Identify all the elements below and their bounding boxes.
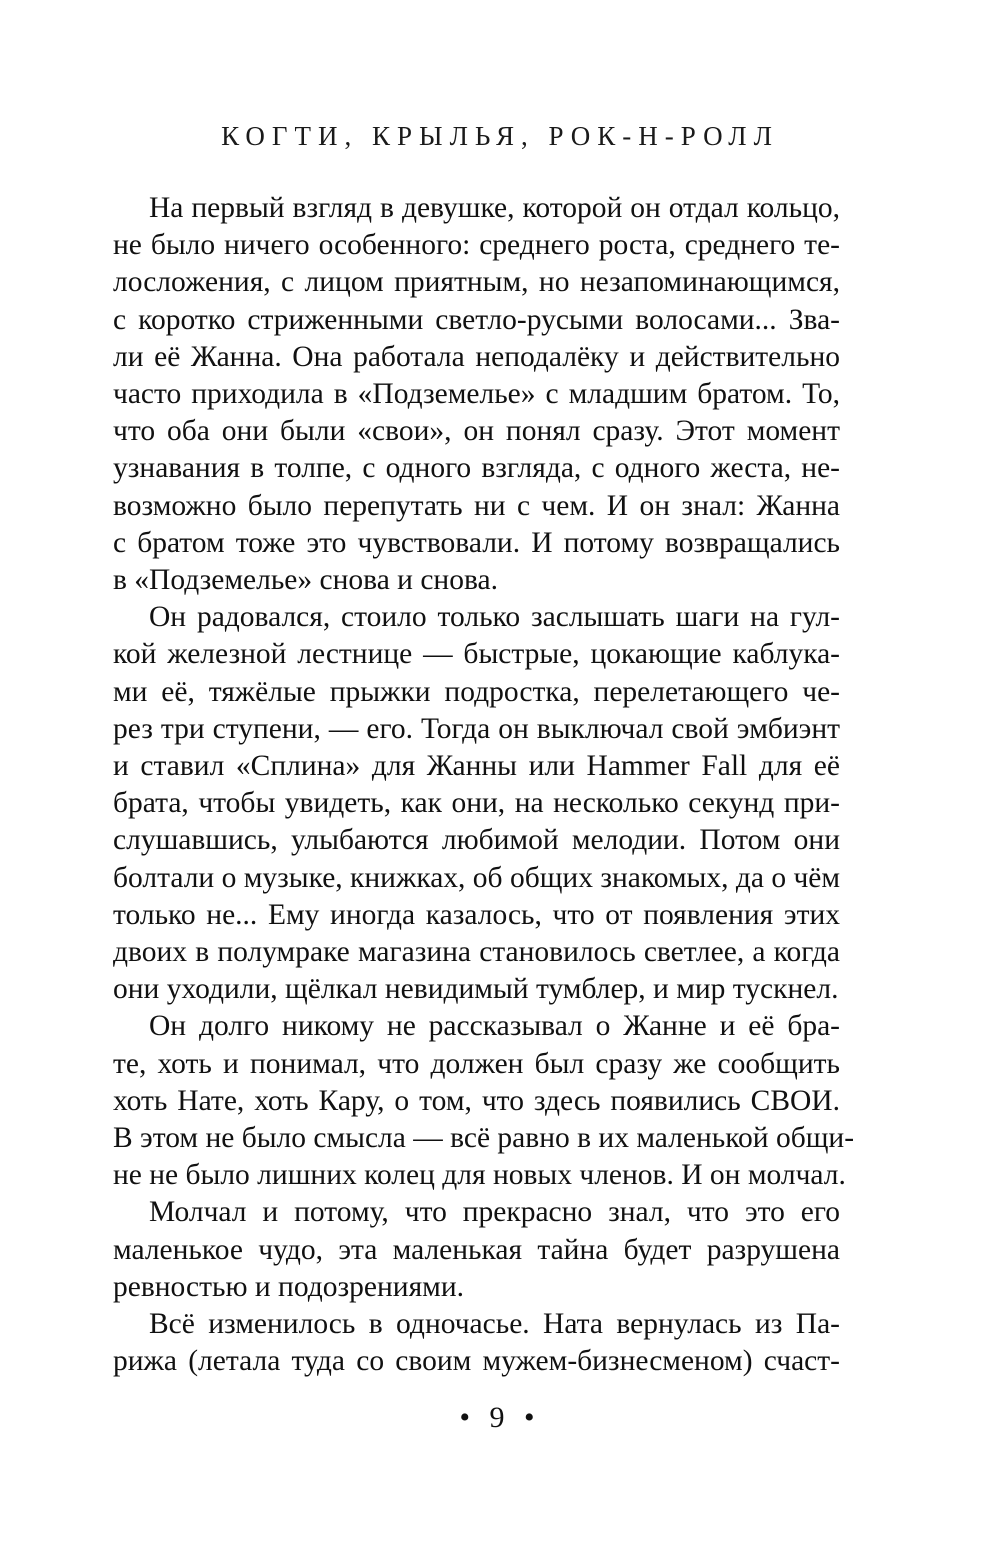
text-line: кой железной лестнице — быстрые, цокающие каблука-	[113, 638, 840, 671]
text-line: не было ничего особенного: среднего роста, среднего те-	[113, 229, 840, 262]
text-line: брата, чтобы увидеть, как они, на несколько секунд при-	[113, 787, 840, 820]
text-line: не не было лишних колец для новых членов. И он молчал.	[113, 1159, 846, 1192]
text-line: ревностью и подозрениями.	[113, 1270, 464, 1303]
text-line: слушавшись, улыбаются любимой мелодии. Потом они	[113, 824, 840, 857]
text-line: что оба они были «свои», он понял сразу. Этот момент	[113, 415, 840, 448]
text-line: Он долго никому не рассказывал о Жанне и её бра-	[149, 1010, 840, 1043]
paragraph-1	[113, 190, 840, 599]
running-head: КОГТИ, КРЫЛЬЯ, РОК-Н-РОЛЛ	[221, 121, 779, 151]
text-line: Всё изменилось в одночасье. Ната вернулась из Па-	[149, 1308, 840, 1341]
text-line: хоть Нате, хоть Кару, о том, что здесь появились СВОИ.	[113, 1084, 840, 1117]
text-line: с братом тоже это чувствовали. И потому возвращались	[113, 526, 840, 559]
text-line: только не... Ему иногда казалось, что от появления этих	[113, 898, 840, 931]
paragraph-5	[113, 1306, 840, 1380]
text-line: и ставил «Сплина» для Жанны или Hammer Fall для её	[113, 750, 840, 783]
text-line: ми её, тяжёлые прыжки подростка, перелетающего че-	[113, 675, 840, 708]
text-line: узнавания в толпе, с одного взгляда, с одного жеста, не-	[113, 452, 840, 485]
text-line: возможно было перепутать ни с чем. И он знал: Жанна	[113, 489, 840, 522]
text-line: рижа (летала туда со своим мужем-бизнесменом) счаст-	[113, 1345, 840, 1378]
text-line: лосложения, с лицом приятным, но незапоминающимся,	[113, 266, 840, 299]
text-line: Он радовался, стоило только заслышать шаги на гул-	[149, 601, 840, 634]
text-line: В этом не было смысла — всё равно в их маленькой общи-	[113, 1122, 855, 1155]
text-body	[113, 190, 855, 1381]
text-line: двоих в полумраке магазина становилось светлее, а когда	[113, 936, 840, 969]
paragraph-3	[113, 1008, 855, 1194]
paragraph-4	[113, 1194, 840, 1306]
text-line: в «Подземелье» снова и снова.	[113, 564, 498, 597]
text-line: маленькое чудо, эта маленькая тайна будет разрушена	[113, 1233, 840, 1266]
text-line: часто приходила в «Подземелье» с младшим братом. То,	[113, 378, 840, 411]
text-line: они уходили, щёлкал невидимый тумблер, и мир тускнел.	[113, 973, 839, 1006]
text-line: На первый взгляд в девушке, которой он отдал кольцо,	[149, 192, 840, 224]
text-line: болтали о музыке, книжках, об общих знакомых, да о чём	[113, 861, 841, 894]
paragraph-2	[113, 599, 840, 1008]
text-line: те, хоть и понимал, что должен был сразу же сообщить	[113, 1047, 840, 1080]
text-line: с коротко стриженными светло-русыми волосами... Зва-	[113, 303, 840, 336]
text-line: ли её Жанна. Она работала неподалёку и действительно	[113, 340, 840, 373]
text-line: рез три ступени, — его. Тогда он выключал свой эмбиэнт	[113, 712, 840, 745]
page-number: • 9 •	[459, 1401, 541, 1434]
text-line: Молчал и потому, что прекрасно знал, что это его	[149, 1196, 840, 1229]
